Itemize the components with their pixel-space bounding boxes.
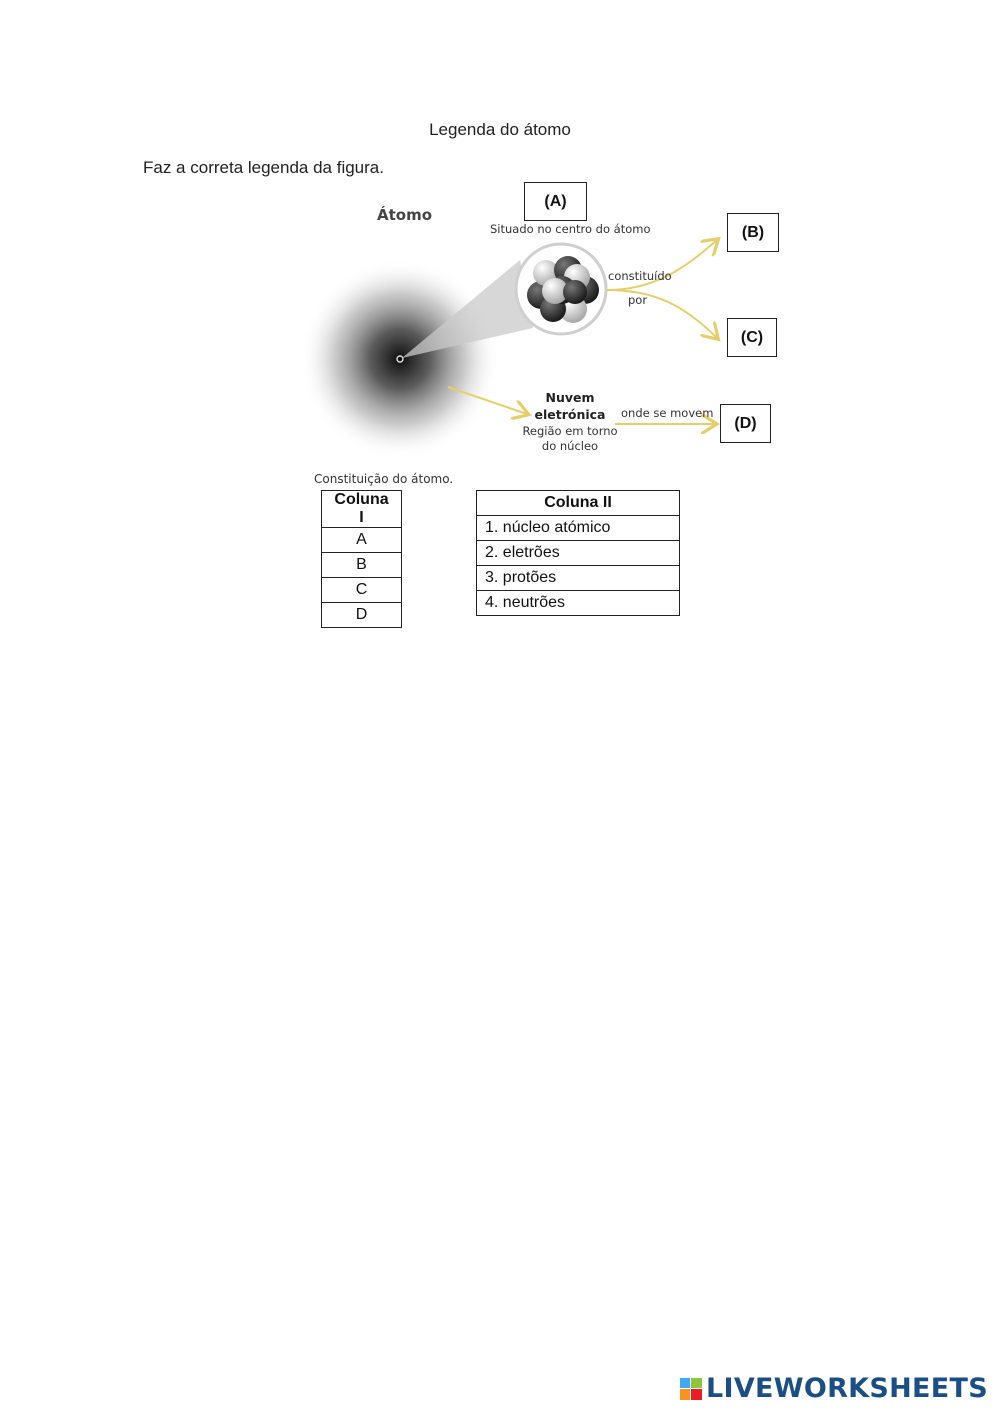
column-ii-cell: 1. núcleo atómico <box>477 516 680 541</box>
column-ii-table <box>476 490 680 616</box>
cloud-title <box>527 389 613 423</box>
where-move-label: onde se movem <box>621 406 714 420</box>
column-i-header: Coluna I <box>322 491 402 528</box>
column-ii-cell: 4. neutrões <box>477 591 680 616</box>
nucleus-zoom <box>516 244 606 334</box>
column-ii-header: Coluna II <box>477 491 680 516</box>
answer-box-d[interactable]: (D) <box>720 404 771 443</box>
column-ii-cell: 2. eletrões <box>477 541 680 566</box>
answer-box-c[interactable]: (C) <box>727 318 777 357</box>
cloud-title-line-1: Nuvem <box>545 390 595 405</box>
logo-text: LIVEWORKSHEETS <box>705 1373 988 1404</box>
cloud-description <box>519 424 621 454</box>
column-i-cell: C <box>322 578 402 603</box>
instruction-text: Faz a correta legenda da figura. <box>143 158 384 177</box>
constituted-label: constituído <box>608 269 672 283</box>
column-i-cell: B <box>322 553 402 578</box>
atom-figure <box>305 178 785 473</box>
cloud-desc-line-2: do núcleo <box>541 439 599 453</box>
column-i-cell: A <box>322 528 402 553</box>
column-i-cell: D <box>322 603 402 628</box>
liveworksheets-logo <box>680 1373 988 1404</box>
logo-mark-icon <box>680 1378 702 1400</box>
cloud-title-line-2: eletrónica <box>534 407 606 422</box>
column-i-table <box>321 490 402 628</box>
nucleus-description: Situado no centro do átomo <box>490 222 651 236</box>
answer-box-a[interactable]: (A) <box>524 182 587 221</box>
page-title: Legenda do átomo <box>429 120 571 139</box>
figure-title: Átomo <box>377 206 433 224</box>
figure-caption: Constituição do átomo. <box>314 472 454 486</box>
column-ii-cell: 3. protões <box>477 566 680 591</box>
cloud-desc-line-1: Região em torno <box>522 424 618 438</box>
by-label: por <box>628 293 648 307</box>
answer-box-b[interactable]: (B) <box>727 213 779 252</box>
arrow-to-c <box>607 290 717 338</box>
